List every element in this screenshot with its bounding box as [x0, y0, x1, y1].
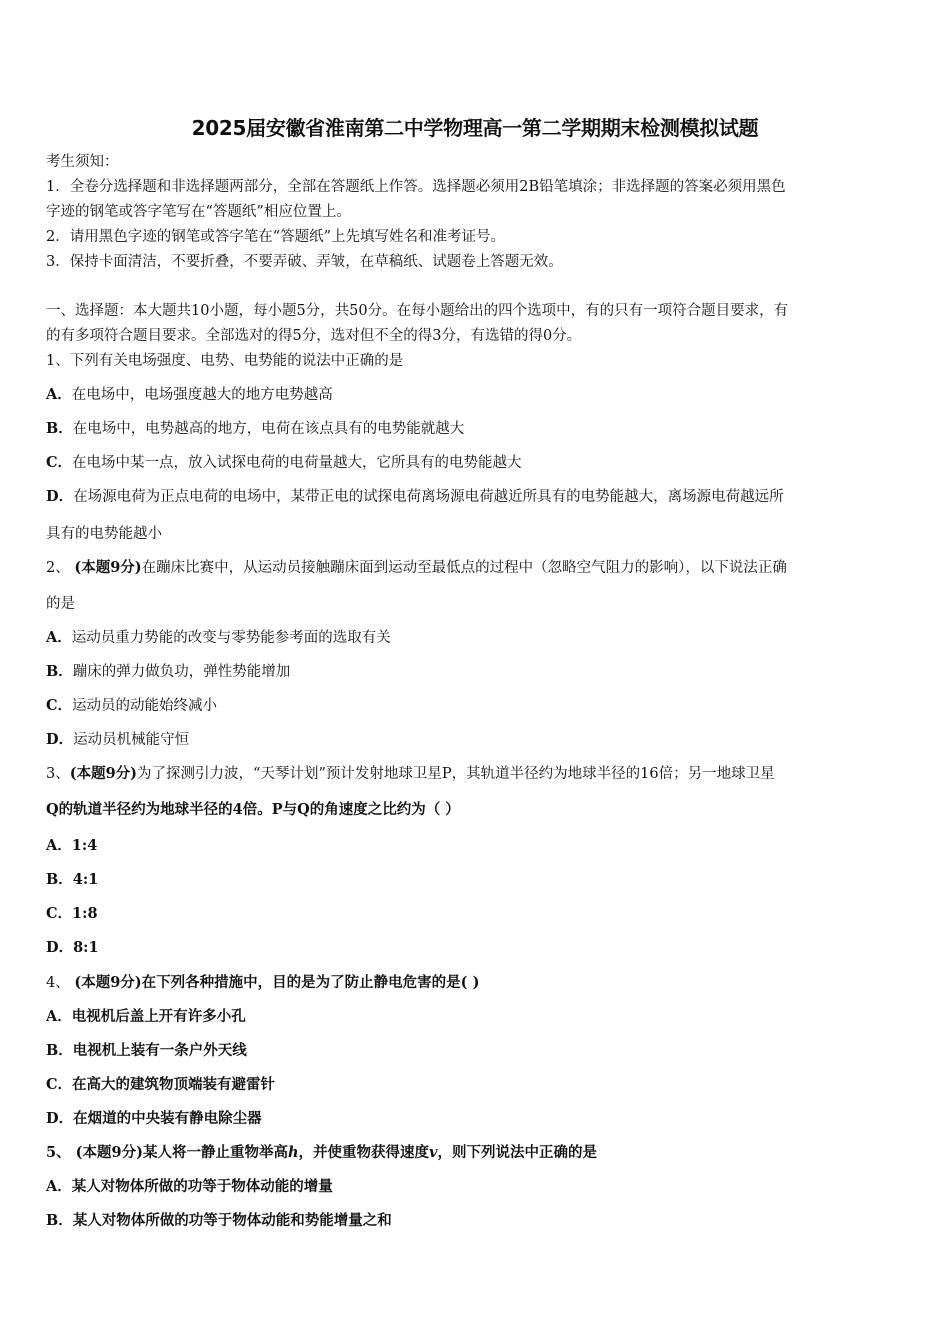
- option-key: B．: [46, 663, 73, 680]
- option-key: C．: [46, 905, 73, 922]
- option-key: A．: [46, 386, 72, 403]
- option-text: 电视机上装有一条户外天线: [72, 1042, 247, 1059]
- question-number: 4、: [46, 975, 70, 991]
- question-3-stem: [46, 764, 908, 784]
- option-key: D．: [46, 939, 74, 956]
- option-key: B．: [46, 420, 73, 437]
- section-intro-line-2: 的有多项符合题目要求。全部选对的得5分，选对但不全的得3分，有选错的得0分。: [46, 328, 582, 344]
- option-text: 在高大的建筑物顶端装有避雷针: [72, 1076, 276, 1093]
- option-key: B．: [46, 1042, 73, 1059]
- page-title: 2025届安徽省淮南第二中学物理高一第二学期期末检测模拟试题: [191, 116, 759, 140]
- question-text: 为了探测引力波，“天琴计划”预计发射地球卫星P，其轨道半径约为地球半径的16倍；另一地球卫星: [137, 766, 775, 782]
- question-4-option-c: [46, 1075, 908, 1095]
- question-3-option-a: [46, 836, 908, 856]
- option-text: 在电场中某一点，放入试探电荷的电荷量越大，它所具有的电势能越大: [72, 455, 522, 471]
- option-text: 8:1: [73, 939, 99, 956]
- option-key: A．: [46, 837, 72, 854]
- score-tag: (本题9分): [69, 765, 138, 782]
- question-text: 在蹦床比赛中，从运动员接触蹦床面到运动至最低点的过程中（忽略空气阻力的影响），以下说法正确: [141, 560, 787, 576]
- notice-line-1: 1．全卷分选择题和非选择题两部分，全部在答题纸上作答。选择题必须用2B铅笔填涂；非选择题的答案必须用黑色: [46, 179, 786, 195]
- option-key: D．: [46, 488, 74, 505]
- option-key: C．: [46, 697, 73, 714]
- question-text: ，并使重物获得速度: [298, 1144, 430, 1161]
- question-2-option-a: [46, 628, 908, 648]
- option-key: B．: [46, 871, 73, 888]
- option-key: A．: [46, 629, 72, 646]
- question-2-option-c: [46, 696, 908, 716]
- question-1-option-b: [46, 419, 908, 439]
- question-1-option-d: [46, 487, 908, 507]
- score-tag: (本题9分): [75, 1144, 143, 1161]
- question-4-option-b: [46, 1041, 908, 1061]
- notice-line-4: 3．保持卡面清洁，不要折叠，不要弄破、弄皱，在草稿纸、试题卷上答题无效。: [46, 254, 563, 270]
- question-number: 2、: [46, 560, 70, 576]
- question-text: 在下列各种措施中，目的是为了防止静电危害的是( ): [141, 974, 480, 991]
- question-2-option-b: [46, 662, 908, 682]
- score-tag: (本题9分): [74, 559, 142, 576]
- option-text: 4:1: [72, 871, 99, 888]
- option-text: 在场源电荷为正点电荷的电场中，某带正电的试探电荷离场源电荷越近所具有的电势能越大，离场源电荷越远所: [73, 489, 784, 505]
- option-text: 电视机后盖上开有许多小孔: [71, 1008, 246, 1025]
- option-key: D．: [46, 731, 74, 748]
- option-text: 1:4: [71, 837, 98, 854]
- option-text: 在电场中，电场强度越大的地方电势越高: [71, 387, 333, 403]
- question-number: 5、: [46, 1144, 71, 1161]
- question-2-option-d: [46, 730, 908, 750]
- option-key: B．: [46, 1212, 73, 1229]
- option-text: 某人对物体所做的功等于物体动能和势能增量之和: [72, 1212, 392, 1229]
- question-3-option-c: [46, 904, 908, 924]
- question-3-option-b: [46, 870, 908, 890]
- notice-line-2: 字迹的钢笔或答字笔写在“答题纸”相应位置上。: [46, 204, 351, 220]
- question-text: 某人将一静止重物举高: [142, 1144, 288, 1161]
- option-text: 运动员机械能守恒: [73, 732, 190, 748]
- variable-v: v: [429, 1144, 438, 1161]
- question-2-stem: [46, 558, 908, 578]
- question-1-stem: 1、下列有关电场强度、电势、电势能的说法中正确的是: [46, 353, 404, 369]
- option-key: A．: [46, 1008, 72, 1025]
- notice-heading: 考生须知：: [46, 154, 119, 170]
- option-text: 运动员的动能始终减小: [72, 698, 218, 714]
- question-number: 3、: [46, 766, 70, 782]
- option-text: 某人对物体所做的功等于物体动能的增量: [71, 1178, 333, 1195]
- option-text: 在烟道的中央装有静电除尘器: [73, 1110, 262, 1127]
- option-text: 运动员重力势能的改变与零势能参考面的选取有关: [71, 630, 391, 646]
- notice-line-3: 2．请用黑色字迹的钢笔或答字笔在“答题纸”上先填写姓名和准考证号。: [46, 229, 506, 245]
- question-1-option-c: [46, 453, 908, 473]
- option-key: C．: [46, 454, 73, 471]
- option-text: 在电场中，电势越高的地方，电荷在该点具有的电势能就越大: [72, 421, 465, 437]
- variable-h: h: [287, 1144, 299, 1161]
- question-1-option-d-continued: 具有的电势能越小: [46, 526, 162, 542]
- question-4-option-d: [46, 1109, 908, 1129]
- question-4-option-a: [46, 1007, 908, 1027]
- option-text: 蹦床的弹力做负功，弹性势能增加: [72, 664, 291, 680]
- score-tag: (本题9分): [74, 974, 142, 991]
- question-5-stem: [46, 1143, 908, 1163]
- question-1-option-a: [46, 385, 908, 405]
- question-3-stem-continued: Q的轨道半径约为地球半径的4倍。P与Q的角速度之比约为（ ）: [46, 801, 460, 818]
- question-text: ，则下列说法中正确的是: [437, 1144, 597, 1161]
- question-3-option-d: [46, 938, 908, 958]
- question-5-option-b: [46, 1211, 908, 1231]
- question-4-stem: [46, 973, 908, 993]
- option-text: 1:8: [72, 905, 98, 922]
- section-intro-line-1: 一、选择题：本大题共10小题，每小题5分，共50分。在每小题给出的四个选项中，有的只有一项符合题目要求，有: [46, 303, 789, 319]
- option-key: D．: [46, 1110, 74, 1127]
- option-key: A．: [46, 1178, 72, 1195]
- option-key: C．: [46, 1076, 73, 1093]
- question-5-option-a: [46, 1177, 908, 1197]
- question-2-stem-continued: 的是: [46, 596, 75, 612]
